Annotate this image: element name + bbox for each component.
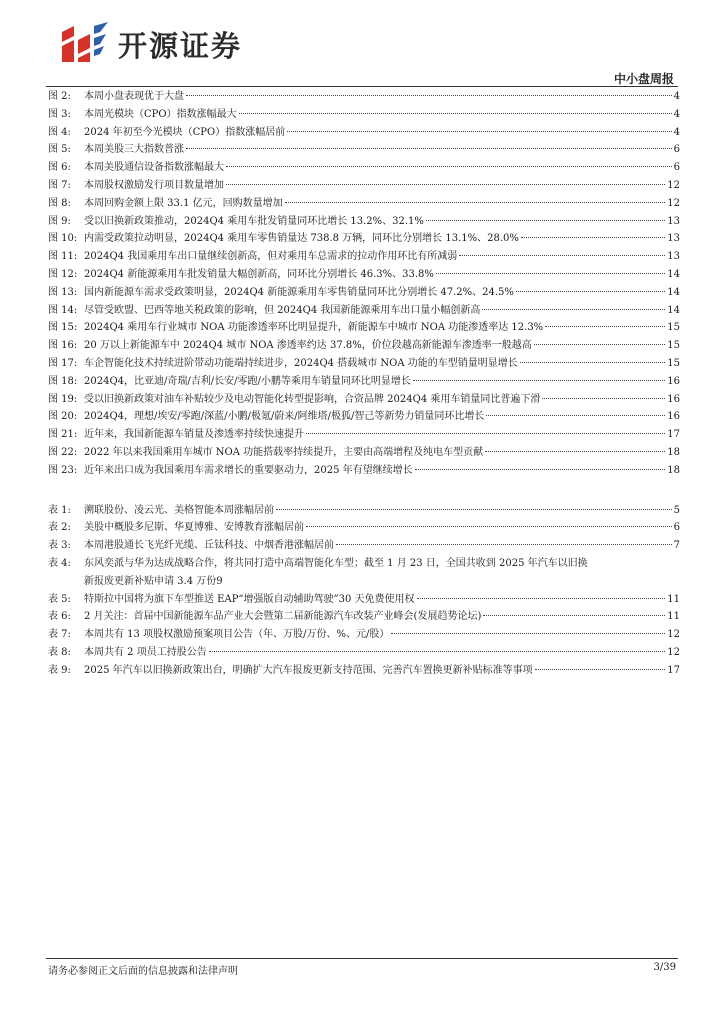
entry-label: 图 6: bbox=[48, 162, 71, 174]
entry-label: 图 19: bbox=[48, 393, 78, 405]
entry-page: 12 bbox=[667, 629, 680, 641]
figure-list bbox=[48, 88, 680, 480]
table-entry[interactable] bbox=[48, 519, 680, 537]
figure-table-index bbox=[48, 88, 680, 680]
figure-entry[interactable] bbox=[48, 106, 680, 124]
figure-entry[interactable] bbox=[48, 355, 680, 373]
entry-page: 6 bbox=[673, 522, 680, 534]
entry-page: 16 bbox=[667, 393, 680, 405]
dot-leader bbox=[391, 633, 665, 634]
entry-title: 本周美股通信设备指数涨幅最大 bbox=[84, 162, 224, 174]
dot-leader bbox=[436, 273, 665, 274]
entry-label: 表 4: bbox=[48, 557, 71, 569]
figure-entry[interactable] bbox=[48, 177, 680, 195]
entry-title: 国内新能源车需求受政策明显，2024Q4 新能源乘用车零售销量同环比分别增长 47.2%、24.5% bbox=[84, 286, 514, 298]
figure-entry[interactable] bbox=[48, 141, 680, 159]
entry-label: 表 7: bbox=[48, 629, 71, 641]
dot-leader bbox=[417, 598, 666, 599]
entry-page: 6 bbox=[673, 144, 680, 156]
dot-leader bbox=[545, 326, 665, 327]
dot-leader bbox=[415, 469, 666, 470]
entry-title-line1: 东风奕派与华为达成战略合作，将共同打造中高端智能化车型；截至 1 月 23 日，全国共收到 2025 年汽车以旧换 bbox=[84, 557, 588, 569]
dot-leader bbox=[226, 184, 665, 185]
entry-page: 17 bbox=[667, 664, 680, 676]
entry-page: 4 bbox=[673, 108, 680, 120]
dot-leader bbox=[486, 415, 665, 416]
dot-leader bbox=[483, 615, 665, 616]
entry-page: 12 bbox=[667, 197, 680, 209]
entry-page: 11 bbox=[667, 611, 680, 623]
entry-label: 图 15: bbox=[48, 322, 78, 334]
entry-title: 本周共有 2 项员工持股公告 bbox=[84, 646, 207, 658]
figure-entry[interactable] bbox=[48, 230, 680, 248]
dot-leader bbox=[285, 202, 666, 203]
entry-title: 受以旧换新政策对油车补贴较少及电动智能化转型提影响，合资品牌 2024Q4 乘用车销量同比普遍下滑 bbox=[84, 393, 541, 405]
dot-leader bbox=[516, 291, 665, 292]
entry-title: 近年来，我国新能源车销量及渗透率持续快速提升 bbox=[84, 429, 304, 441]
entry-label: 图 5: bbox=[48, 144, 71, 156]
figure-entry[interactable] bbox=[48, 284, 680, 302]
entry-title-line2-row bbox=[84, 573, 680, 591]
dot-leader bbox=[226, 166, 672, 167]
dot-leader bbox=[186, 148, 672, 149]
figure-entry[interactable] bbox=[48, 462, 680, 480]
entry-label: 图 8: bbox=[48, 197, 71, 209]
dot-leader bbox=[336, 544, 672, 545]
figure-entry[interactable] bbox=[48, 408, 680, 426]
entry-body bbox=[84, 555, 680, 591]
dot-leader bbox=[287, 131, 671, 132]
entry-label: 图 22: bbox=[48, 446, 78, 458]
entry-page: 12 bbox=[667, 179, 680, 191]
entry-page: 18 bbox=[667, 464, 680, 476]
entry-label: 图 10: bbox=[48, 233, 78, 245]
entry-title: 20 万以上新能源车中 2024Q4 城市 NOA 渗透率约达 37.8%，价位段越高新能源车渗透率一般越高 bbox=[84, 340, 532, 352]
brand-logo bbox=[60, 22, 242, 66]
entry-title: 溯联股份、凌云光、美格智能本周涨幅居前 bbox=[84, 504, 274, 516]
table-list bbox=[48, 502, 680, 680]
entry-title-line2: 新报废更新补贴申请 3.4 万份 bbox=[84, 575, 217, 587]
figure-entry[interactable] bbox=[48, 248, 680, 266]
dot-leader bbox=[186, 95, 672, 96]
dot-leader bbox=[542, 398, 665, 399]
figure-entry[interactable] bbox=[48, 426, 680, 444]
figure-entry[interactable] bbox=[48, 213, 680, 231]
entry-label: 图 7: bbox=[48, 179, 71, 191]
entry-label: 图 21: bbox=[48, 429, 78, 441]
table-entry[interactable] bbox=[48, 644, 680, 662]
entry-label: 表 2: bbox=[48, 522, 71, 534]
footer-divider bbox=[46, 958, 678, 959]
entry-page: 7 bbox=[673, 540, 680, 552]
figure-entry[interactable] bbox=[48, 319, 680, 337]
entry-title: 近年来出口成为我国乘用车需求增长的重要驱动力，2025 年有望继续增长 bbox=[84, 464, 413, 476]
entry-label: 表 9: bbox=[48, 664, 71, 676]
entry-label: 表 8: bbox=[48, 646, 71, 658]
entry-label: 图 14: bbox=[48, 304, 78, 316]
entry-title: 2022 年以来我国乘用车城市 NOA 功能搭载率持续提升，主要由高端增程及纯电车型贡献 bbox=[84, 446, 484, 458]
dot-leader bbox=[413, 380, 665, 381]
entry-title: 本周港股通长飞光纤光缆、丘钛科技、中烟香港涨幅居前 bbox=[84, 540, 334, 552]
entry-label: 图 9: bbox=[48, 215, 71, 227]
figure-entry[interactable] bbox=[48, 373, 680, 391]
report-section-label: 中小盘周报 bbox=[613, 72, 674, 86]
disclaimer-note: 请务必参阅正文后面的信息披露和法律声明 bbox=[48, 966, 238, 977]
entry-label: 图 13: bbox=[48, 286, 78, 298]
entry-title: 2024Q4 乘用车行业城市 NOA 功能渗透率环比明显提升，新能源车中城市 NOA 功能渗透率达 12.3% bbox=[84, 322, 544, 334]
entry-label: 图 11: bbox=[48, 251, 78, 263]
entry-page: 16 bbox=[667, 411, 680, 423]
figure-entry[interactable] bbox=[48, 302, 680, 320]
table-entry[interactable] bbox=[48, 608, 680, 626]
entry-title: 2024 年初至今光模块（CPO）指数涨幅居前 bbox=[84, 126, 286, 138]
entry-label: 图 18: bbox=[48, 375, 78, 387]
entry-page: 14 bbox=[667, 304, 680, 316]
entry-label: 表 3: bbox=[48, 540, 71, 552]
entry-page: 11 bbox=[667, 593, 680, 605]
kaiyuan-logo-icon bbox=[60, 22, 112, 66]
figure-entry[interactable] bbox=[48, 391, 680, 409]
entry-title: 2024Q4 新能源乘用车批发销量大幅创新高，同环比分别增长 46.3%、33.8% bbox=[84, 268, 434, 280]
entry-label: 图 4: bbox=[48, 126, 71, 138]
entry-title: 2024Q4，理想/埃安/零跑/深蓝/小鹏/极氪/蔚来/阿维塔/极狐/智己等新势力销量同环比增长 bbox=[84, 411, 485, 423]
dot-leader bbox=[482, 309, 665, 310]
figure-entry[interactable] bbox=[48, 195, 680, 213]
entry-page: 13 bbox=[667, 233, 680, 245]
table-entry[interactable] bbox=[48, 502, 680, 520]
entry-label: 图 16: bbox=[48, 340, 78, 352]
entry-label: 图 3: bbox=[48, 108, 71, 120]
entry-page: 5 bbox=[673, 504, 680, 516]
entry-title: 本周共有 13 项股权激励预案项目公告（年、万股/万份、%、元/股） bbox=[84, 629, 390, 641]
entry-page: 18 bbox=[667, 446, 680, 458]
entry-title: 本周美股三大指数普涨 bbox=[84, 144, 184, 156]
figure-entry[interactable] bbox=[48, 124, 680, 142]
entry-title: 本周光模块（CPO）指数涨幅最大 bbox=[84, 108, 237, 120]
table-entry[interactable] bbox=[48, 662, 680, 680]
figure-entry[interactable] bbox=[48, 266, 680, 284]
dot-leader bbox=[521, 237, 665, 238]
entry-page: 12 bbox=[667, 646, 680, 658]
entry-label: 图 17: bbox=[48, 357, 78, 369]
entry-page: 16 bbox=[667, 375, 680, 387]
entry-title: 2024Q4，比亚迪/奇瑞/吉利/长安/零跑/小鹏等乘用车销量同环比明显增长 bbox=[84, 375, 411, 387]
figure-entry[interactable] bbox=[48, 337, 680, 355]
header-divider bbox=[46, 86, 678, 87]
list-gap bbox=[48, 480, 680, 502]
entry-title: 受以旧换新政策推动，2024Q4 乘用车批发销量同环比增长 13.2%、32.1% bbox=[84, 215, 424, 227]
dot-leader bbox=[306, 526, 672, 527]
dot-leader bbox=[535, 669, 666, 670]
entry-label: 图 2: bbox=[48, 91, 71, 102]
figure-entry[interactable] bbox=[48, 88, 680, 106]
entry-page: 14 bbox=[667, 286, 680, 298]
entry-title: 2024Q4 我国乘用车出口量继续创新高，但对乘用车总需求的拉动作用环比有所减弱 bbox=[84, 251, 458, 263]
dot-leader bbox=[306, 433, 665, 434]
entry-title: 2 月关注：首届中国新能源车品产业大会暨第二届新能源汽车改装产业峰会(发展趋势论坛) bbox=[84, 611, 482, 623]
entry-page: 15 bbox=[667, 322, 680, 334]
entry-label: 图 12: bbox=[48, 268, 78, 280]
table-entry[interactable] bbox=[48, 537, 680, 555]
entry-title: 本周回购金额上限 33.1 亿元，回购数量增加 bbox=[84, 197, 283, 209]
entry-page: 15 bbox=[667, 357, 680, 369]
table-entry[interactable] bbox=[48, 591, 680, 609]
entry-page: 14 bbox=[667, 268, 680, 280]
table-entry[interactable] bbox=[48, 626, 680, 644]
entry-page: 4 bbox=[673, 91, 680, 102]
dot-leader bbox=[276, 509, 672, 510]
entry-label: 表 6: bbox=[48, 611, 71, 623]
brand-name: 开源证券 bbox=[118, 28, 243, 63]
entry-label: 图 20: bbox=[48, 411, 78, 423]
entry-title: 尽管受欧盟、巴西等地关税政策的影响，但 2024Q4 我国新能源乘用车出口量小幅创新高 bbox=[84, 304, 481, 316]
dot-leader bbox=[239, 113, 672, 114]
figure-entry[interactable] bbox=[48, 159, 680, 177]
dot-leader bbox=[520, 362, 666, 363]
entry-label: 表 1: bbox=[48, 504, 71, 516]
entry-page: 13 bbox=[667, 215, 680, 227]
entry-title: 特斯拉中国将为旗下车型推送 EAP“增强版自动辅助驾驶”30 天免费使用权 bbox=[84, 593, 415, 605]
entry-label: 图 23: bbox=[48, 464, 78, 476]
dot-leader bbox=[534, 344, 666, 345]
entry-title: 本周小盘表现优于大盘 bbox=[84, 91, 184, 102]
entry-page: 13 bbox=[667, 251, 680, 263]
figure-entry[interactable] bbox=[48, 444, 680, 462]
entry-page: 17 bbox=[667, 429, 680, 441]
entry-title: 内需受政策拉动明显，2024Q4 乘用车零售销量达 738.8 万辆，同环比分别增长 13.1%、28.0% bbox=[84, 233, 519, 245]
dot-leader bbox=[426, 220, 665, 221]
entry-page: 9 bbox=[216, 575, 223, 587]
entry-title: 本周股权激励发行项目数量增加 bbox=[84, 179, 224, 191]
dot-leader bbox=[459, 255, 665, 256]
entry-page: 15 bbox=[667, 340, 680, 352]
entry-title: 美股中概股多尼斯、华夏博雅、安博教育涨幅居前 bbox=[84, 522, 304, 534]
entry-label: 表 5: bbox=[48, 593, 71, 605]
table-entry[interactable] bbox=[48, 555, 680, 591]
entry-title: 2025 年汽车以旧换新政策出台，明确扩大汽车报废更新支持范围、完善汽车置换更新补贴标准等事项 bbox=[84, 664, 533, 676]
entry-page: 6 bbox=[673, 162, 680, 174]
page-number: 3/39 bbox=[653, 962, 676, 973]
entry-title: 车企智能化技术持续进阶带动功能端持续进步，2024Q4 搭载城市 NOA 功能的车型销量明显增长 bbox=[84, 357, 518, 369]
dot-leader bbox=[209, 651, 666, 652]
entry-page: 4 bbox=[673, 126, 680, 138]
dot-leader bbox=[485, 451, 665, 452]
